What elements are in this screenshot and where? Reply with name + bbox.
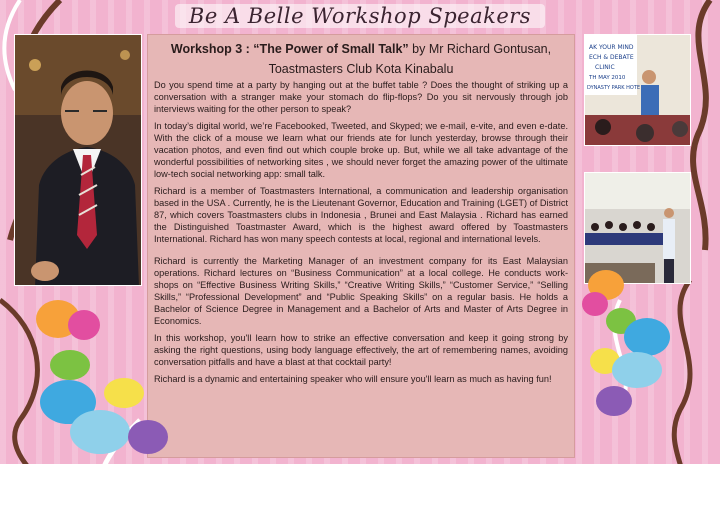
banner-line-1: AK YOUR MIND [589, 44, 634, 51]
banner-line-2: ECH & DEBATE [589, 54, 634, 61]
banner-line-3: CLINIC [595, 64, 615, 71]
paragraph-toastmasters: Richard is a member of Toastmasters International, a communication and leadership organisation based in the USA . Currently, he is the Lieutenant Governor, Education and Training (LGET) of District 87, which covers Toastmasters clubs in Indonesia , Brunei and East Malaysia . Richard has earned the Distinguished Toastmaster Award, which is the highest award offered by Toastmasters International. Richard has won many speech contests at local, regional and international levels. [154, 186, 568, 244]
title-bar [0, 0, 720, 32]
footer-strip [0, 464, 720, 509]
speech-bubble-icon [596, 386, 632, 416]
speech-bubble-icon [50, 350, 90, 380]
page-title: Be A Belle Workshop Speakers [175, 4, 545, 28]
workshop-description-panel [147, 34, 575, 458]
workshop-club: Toastmasters Club Kota Kinabalu [268, 62, 454, 76]
event-photo-audience [584, 172, 691, 284]
speaker-portrait [15, 35, 142, 286]
speech-bubble-icon [128, 420, 168, 454]
event-photo-audience-image [585, 173, 691, 284]
speech-bubble-icon [612, 352, 662, 388]
event-photo-speech-clinic [584, 34, 691, 146]
paragraph-career: Richard is currently the Marketing Manager of an investment company for its East Malaysian operations. Richard lectures on “Business Communication” at a local college. He conducts work-shops on “Effective Business Writing Skills,” “Creative Writing Skills,” “Customer Service,” “Selling Skills,” “Professional Development” and “Public Speaking Skills” on a regular basis. He holds a Bachelor of Science Degree in Management and a Bachelor of Arts and Master of Arts Degree in Economics. [154, 256, 568, 326]
speech-bubble-icon [624, 318, 670, 356]
paragraph-intro: Do you spend time at a party by hanging out at the buffet table ? Does the thought of striking up a conversation with a stranger make your stomach do flip-flops? Do you sit nervously through job interviews waiting for the other person to speak? [154, 80, 568, 114]
paragraph-workshop: In this workshop, you'll learn how to strike an effective conversation and keep it going strong by asking the right questions, using body language effectively, the art of remembering names, avoiding conversation pitfalls and have a blast at that cocktail party! [154, 333, 568, 367]
banner-line-5: DYNASTY PARK HOTE [587, 85, 641, 91]
workshop-title: Workshop 3 : “The Power of Small Talk” [170, 42, 409, 56]
workshop-heading [154, 39, 568, 79]
workshop-presenter: by Mr Richard Gontusan, [408, 42, 552, 56]
paragraph-closing: Richard is a dynamic and entertaining speaker who will ensure you'll learn as much as having fun! [154, 374, 552, 384]
banner-line-4: TH MAY 2010 [589, 75, 626, 81]
speech-bubble-icon [104, 378, 144, 408]
paragraph-digital-world: In today’s digital world, we’re Facebooked, Tweeted, and Skyped; we e-mail, e-vite, and even e-date. With the click of a mouse we learn what our friends ate for lunch yesterday, browse through their vacation photos, and even find out which couple broke up. But, while we all take advantage of the wonderful possibilities of networking sites , we should never forget the amazing power of the ultimate low-tech social networking app: small talk. [154, 121, 568, 179]
event-photo-speech-clinic-image [585, 35, 691, 146]
speech-bubble-icon [68, 310, 100, 340]
speaker-photo [14, 34, 142, 286]
speech-bubble-icon [582, 292, 608, 316]
speech-bubble-icon [70, 410, 130, 454]
